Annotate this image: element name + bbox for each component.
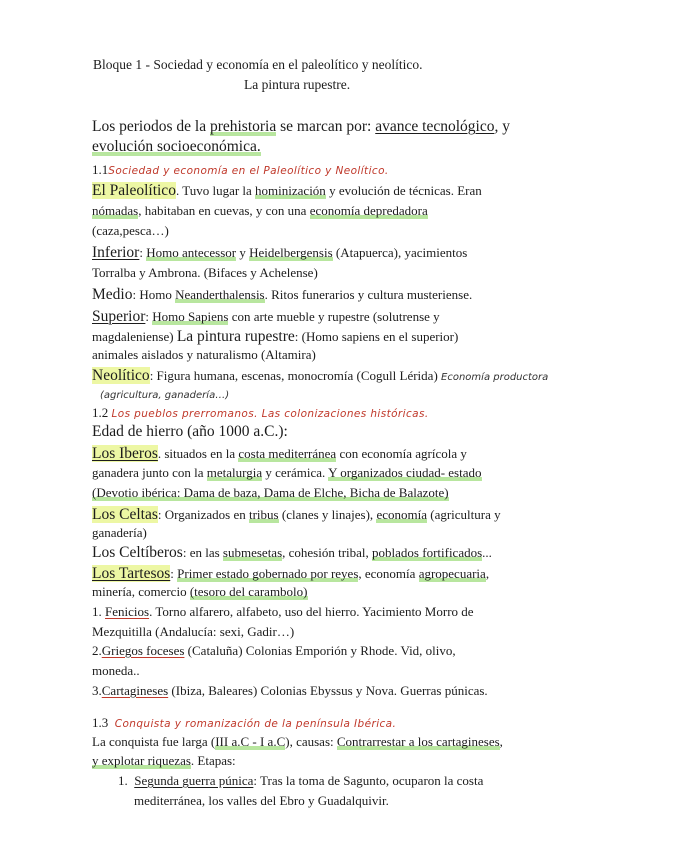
intro-line-1	[92, 117, 510, 136]
tartesos-line-1	[92, 564, 489, 583]
label-fenicios: Fenicios	[105, 604, 150, 619]
label-paleolitico: El Paleolítico	[92, 182, 176, 199]
paleolitico-line-2	[92, 203, 428, 219]
text: : en las	[182, 545, 223, 560]
text: : Tras la toma de Sagunto, ocuparon la costa	[253, 773, 484, 788]
conquista-item-line-1	[118, 773, 483, 789]
document-title: Bloque 1 - Sociedad y economía en el paleolítico y neolítico.	[93, 57, 423, 72]
text: Torralba y Ambrona. (Bifaces y Achelense)	[92, 265, 318, 280]
celtas-line-1	[92, 505, 501, 524]
text: mediterránea, los valles del Ebro y Guadalquivir.	[134, 793, 389, 808]
term-hominizacion: hominización	[255, 183, 326, 198]
handwritten-heading: Los pueblos prerromanos. Las colonizaciones históricas.	[111, 408, 429, 420]
term-contrarrestar: Contrarrestar a los cartagineses	[336, 734, 500, 749]
conquista-item-line-2	[134, 793, 389, 809]
list-number: 2.	[92, 643, 102, 658]
term-agropecuaria: agropecuaria	[418, 566, 486, 581]
section-number: 1.3	[92, 715, 109, 730]
conquista-line-1	[92, 734, 503, 750]
superior-line-1	[92, 307, 440, 326]
iberos-line-3	[92, 485, 449, 501]
text: Mezquitilla (Andalucía: sexi, Gadir…)	[92, 624, 295, 639]
term-economia: economía	[376, 507, 427, 522]
term-ciudad-estado: Y organizados ciudad- estado	[328, 465, 482, 480]
handwritten-heading: Conquista y romanización de la península Ibérica.	[114, 718, 397, 730]
text: . Ritos funerarios y cultura musteriense.	[264, 287, 473, 302]
term-explotar-riquezas: y explotar riquezas	[92, 753, 191, 768]
section-number: 1.1	[92, 162, 109, 177]
fenicios-line-1	[92, 604, 474, 620]
text: ,	[499, 734, 503, 749]
text: . Torno alfarero, alfabeto, uso del hierro. Yacimiento Morro de	[149, 604, 474, 619]
text: (clanes y linajes),	[278, 507, 377, 522]
text: minería, comercio	[92, 584, 190, 599]
text: ganadera junto con la	[92, 465, 207, 480]
label-medio: Medio	[92, 286, 133, 303]
cartagineses-line	[92, 683, 488, 699]
section-1-3-heading	[92, 715, 396, 732]
text: . situados en la	[157, 446, 239, 461]
label-cartagineses: Cartagineses	[101, 683, 169, 698]
term-fechas-conquista: III a.C - I a.C	[215, 734, 286, 749]
list-number: 1.	[92, 604, 105, 619]
term-homo-antecessor: Homo antecessor	[146, 245, 237, 260]
text: con arte mueble y rupestre (solutrense y	[228, 309, 440, 324]
text: (agricultura y	[426, 507, 501, 522]
iberos-line-1	[92, 444, 467, 463]
edad-hierro: Edad de hierro (año 1000 a.C.):	[92, 423, 288, 440]
term-primer-estado: Primer estado gobernado por reyes	[177, 566, 359, 581]
text: ...	[482, 545, 492, 560]
label-griegos: Griegos foceses	[101, 643, 185, 658]
text: (Cataluña) Colonias Emporión y Rhode. Vid, olivo,	[184, 643, 456, 658]
term-poblados-fortificados: poblados fortificados	[372, 545, 483, 560]
label-neolitico: Neolítico	[92, 367, 150, 384]
text: : Figura humana, escenas, monocromía (Cogull Lérida)	[149, 368, 442, 383]
paleolitico-line-3	[92, 223, 169, 239]
inferior-line-1	[92, 243, 467, 262]
section-number: 1.2	[92, 405, 109, 420]
intro-text: Los periodos de la	[92, 118, 210, 135]
text: . Tuvo lugar la	[175, 183, 256, 198]
term-devotio-iberica: (Devotio ibérica: Dama de baza, Dama de Elche, Bicha de Balazote)	[92, 485, 449, 500]
label-inferior: Inferior	[92, 244, 140, 261]
text: : (Homo sapiens en el superior)	[294, 329, 459, 344]
term-heidelbergensis: Heidelbergensis	[249, 245, 333, 260]
term-costa-mediterranea: costa mediterránea	[238, 446, 337, 461]
text: (Ibiza, Baleares) Colonias Ebyssus y Nova. Guerras púnicas.	[168, 683, 488, 698]
fenicios-line-2	[92, 624, 294, 640]
text: , economía	[358, 566, 419, 581]
document-subtitle: La pintura rupestre.	[244, 77, 351, 92]
text: : Organizados en	[157, 507, 249, 522]
text: , cohesión tribal,	[282, 545, 373, 560]
text: (Atapuerca), yacimientos	[332, 245, 468, 260]
term-avance-tecnologico: avance tecnológico	[375, 118, 495, 135]
label-segunda-guerra-punica: Segunda guerra púnica	[134, 773, 254, 788]
term-metalurgia: metalurgia	[206, 465, 263, 480]
text: animales aislados y naturalismo (Altamira)	[92, 347, 316, 362]
handwritten-note: Economía productora	[441, 372, 549, 383]
medio-line	[92, 285, 472, 304]
superior-line-3	[92, 347, 316, 363]
label-celtiberos: Los Celtíberos	[92, 544, 183, 561]
text: y cerámica.	[262, 465, 329, 480]
text: ganadería)	[92, 525, 147, 540]
text: (caza,pesca…)	[92, 223, 169, 238]
text: :	[139, 245, 147, 260]
text: magdaleniense)	[92, 329, 177, 344]
neolitico-line-1	[92, 366, 548, 386]
term-evolucion-socioeconomica: evolución socioeconómica.	[92, 138, 261, 155]
label-pintura-rupestre: La pintura rupestre	[176, 328, 295, 345]
handwritten-heading: Sociedad y economía en el Paleolítico y Neolítico.	[108, 165, 389, 177]
list-number: 1.	[118, 773, 128, 788]
section-1-1-heading	[92, 162, 389, 179]
term-submesetas: submesetas	[222, 545, 283, 560]
celtiberos-line	[92, 543, 492, 562]
intro-text: se marcan por:	[276, 118, 376, 135]
intro-text: , y	[494, 118, 510, 135]
section-1-2-heading	[92, 405, 429, 422]
inferior-line-2	[92, 265, 318, 281]
label-celtas: Los Celtas	[92, 506, 158, 523]
text: . Etapas:	[190, 753, 236, 768]
text: con economía agrícola y	[336, 446, 467, 461]
text: y	[236, 245, 250, 260]
term-prehistoria: prehistoria	[209, 118, 277, 135]
term-neanderthalensis: Neanderthalensis	[175, 287, 265, 302]
label-superior: Superior	[92, 308, 146, 325]
text: moneda..	[92, 663, 140, 678]
text: ), causas:	[285, 734, 337, 749]
text: : Homo	[132, 287, 176, 302]
term-economia-depredadora: economía depredadora	[309, 203, 428, 218]
tartesos-line-2	[92, 584, 308, 600]
label-iberos: Los Iberos	[92, 445, 158, 462]
griegos-line-2	[92, 663, 140, 679]
term-tribus: tribus	[248, 507, 279, 522]
celtas-line-2	[92, 525, 147, 541]
text: y evolución de técnicas. Eran	[325, 183, 482, 198]
intro-line-2	[92, 137, 261, 156]
term-homo-sapiens: Homo Sapiens	[152, 309, 229, 324]
term-nomadas: nómadas	[92, 203, 139, 218]
text: , habitaban en cuevas, y con una	[138, 203, 310, 218]
paleolitico-line-1	[92, 181, 482, 200]
handwritten-note: (agricultura, ganadería…)	[100, 390, 230, 401]
text: :	[170, 566, 178, 581]
neolitico-line-2	[100, 386, 229, 404]
label-tartesos: Los Tartesos	[92, 565, 171, 582]
term-tesoro-carambolo: (tesoro del carambolo)	[189, 584, 308, 599]
iberos-line-2	[92, 465, 482, 481]
conquista-line-2	[92, 753, 236, 769]
text: La conquista fue larga (	[92, 734, 216, 749]
griegos-line-1	[92, 643, 456, 659]
superior-line-2	[92, 327, 458, 346]
text: :	[145, 309, 153, 324]
list-number: 3.	[92, 683, 102, 698]
text: ,	[485, 566, 490, 581]
